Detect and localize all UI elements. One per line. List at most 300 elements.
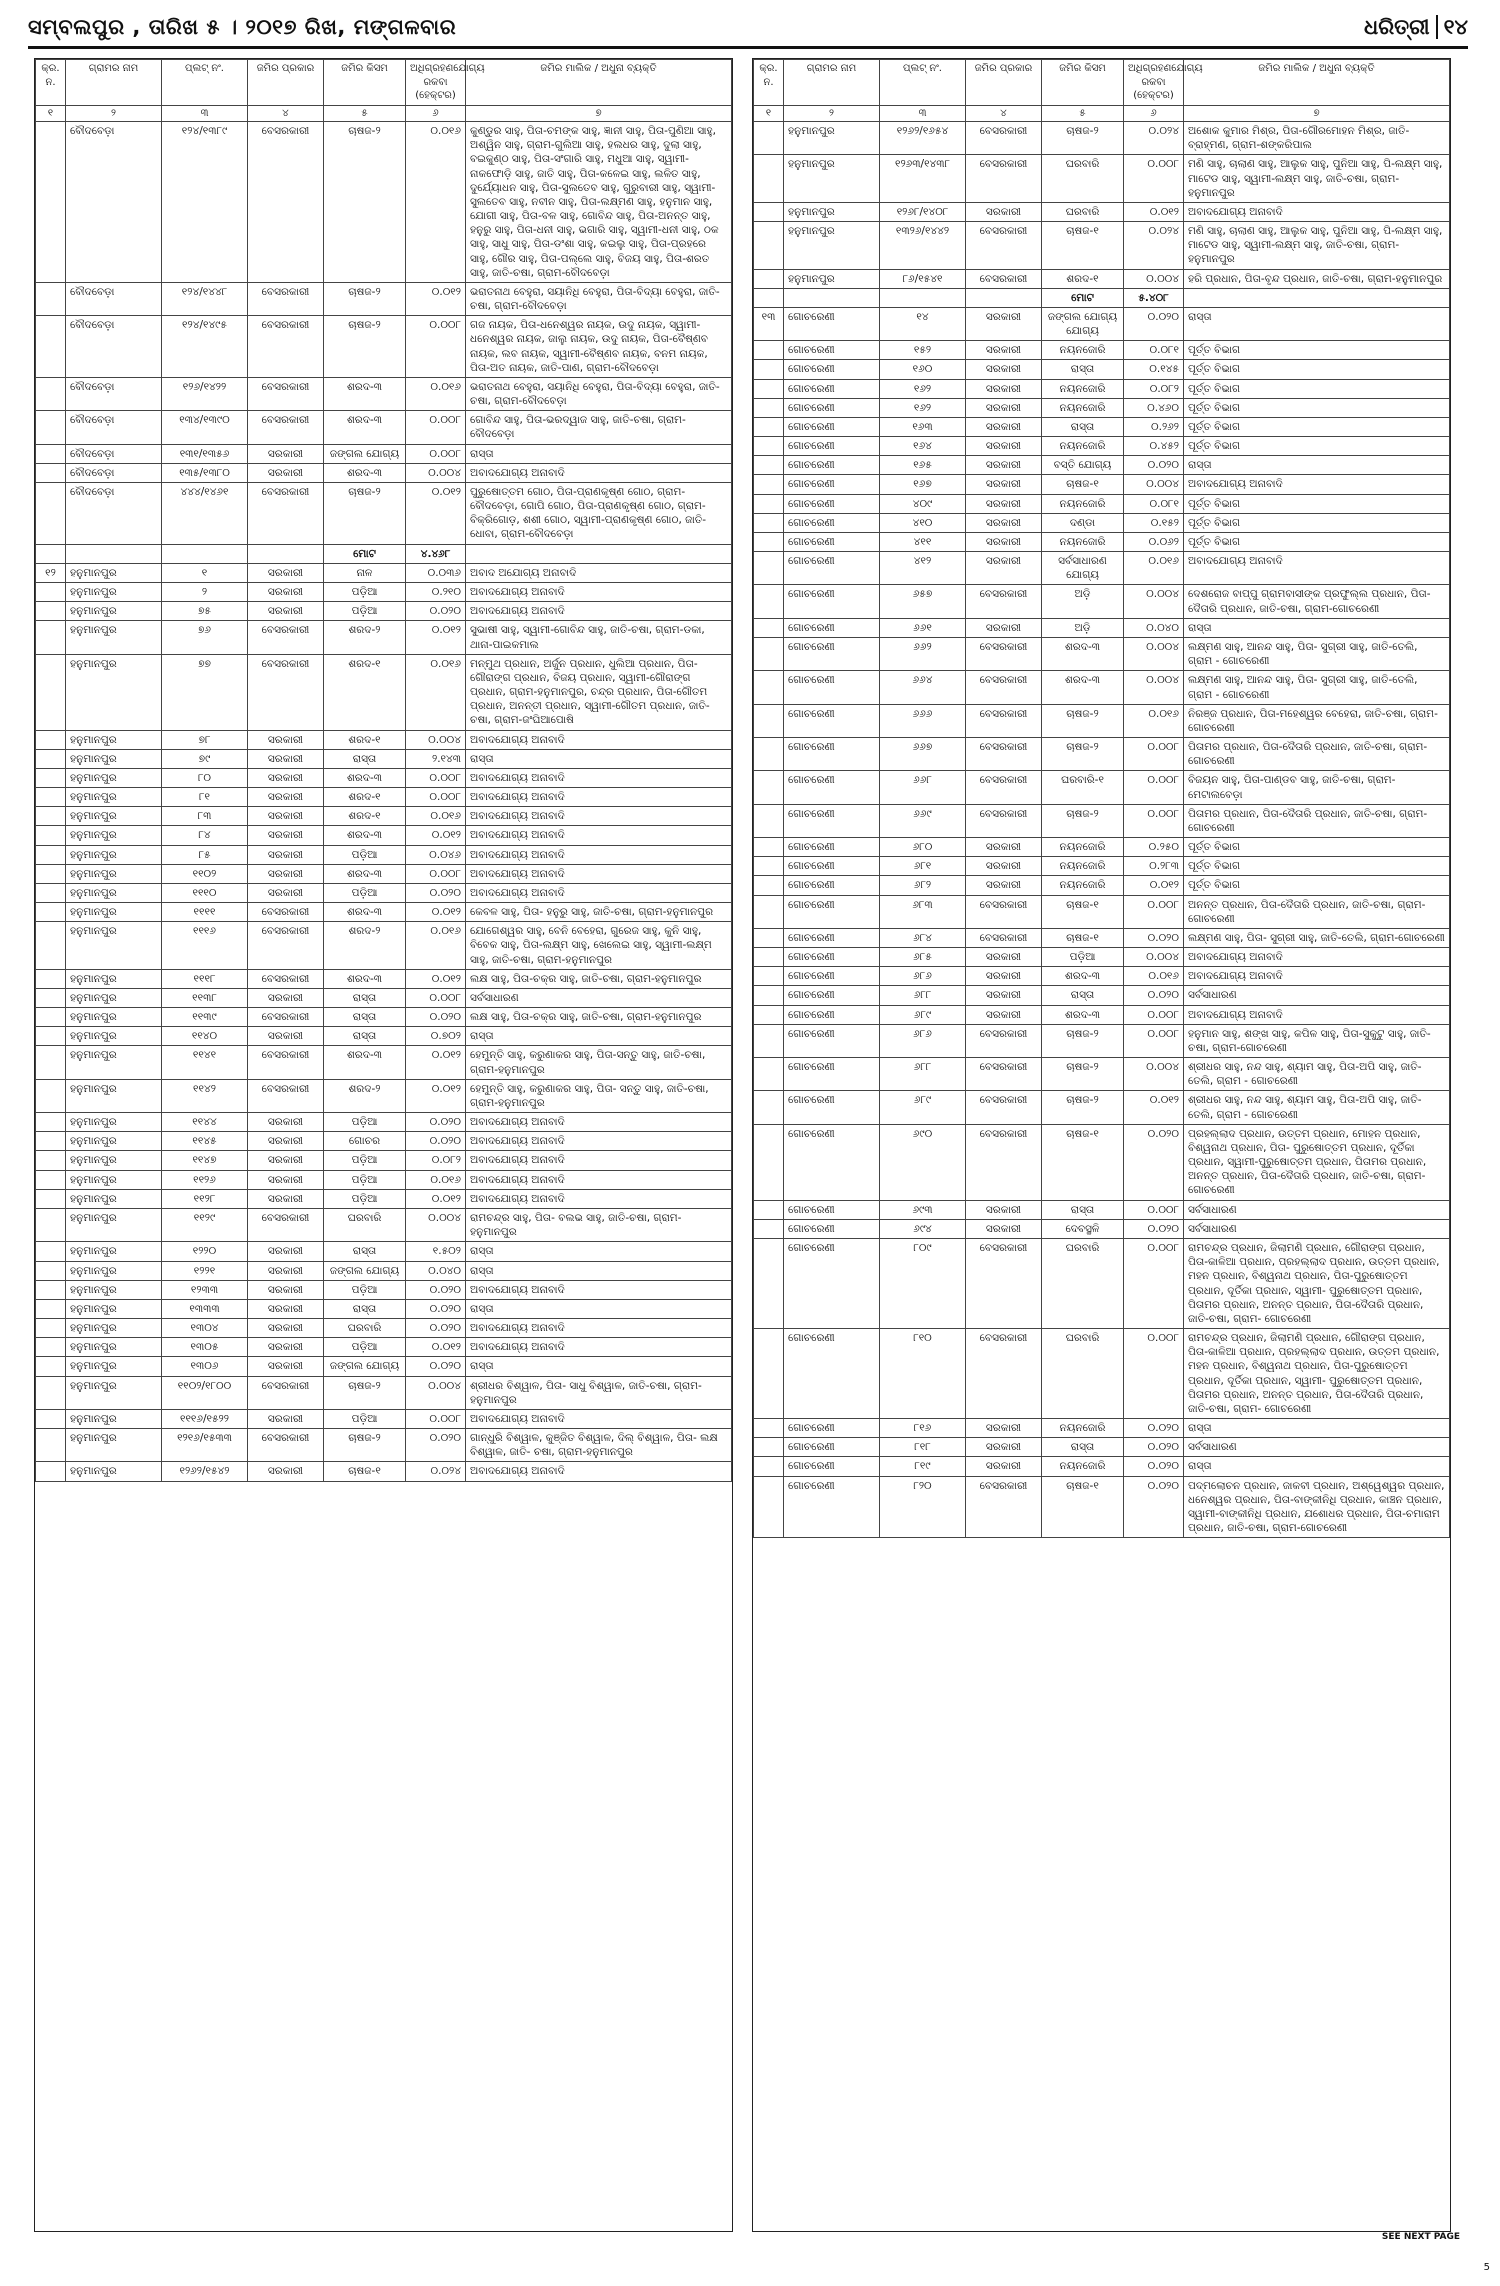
cell-plot: ୬୫୭ bbox=[880, 585, 966, 618]
cell-owner: ଅବାଦଯୋଗ୍ୟ ଅନାବାଦି bbox=[466, 807, 732, 826]
cell-type: ବେସରକାରୀ bbox=[966, 771, 1042, 804]
table-row bbox=[754, 671, 1450, 704]
cell-kism: ପଡ଼ିଆ bbox=[1042, 948, 1124, 967]
cell-kism: ନୟନଜୋରି bbox=[1042, 532, 1124, 551]
cell-type: ବେସରକାରୀ bbox=[966, 1329, 1042, 1419]
cell-village: ଗୋଚରେଣୀ bbox=[784, 928, 880, 947]
cell-plot: ୭୫ bbox=[162, 602, 248, 621]
column-header: ଜମିର ପ୍ରକାର bbox=[966, 60, 1042, 106]
column-number: ୩ bbox=[880, 105, 966, 122]
column-header: ଜମିର ମାଲିକ / ଅଧୁନା ବ୍ୟକ୍ତି bbox=[466, 60, 732, 106]
cell-sl bbox=[754, 1438, 784, 1457]
cell-plot: ୧୨୬୨/୧୫୪୨ bbox=[162, 1462, 248, 1481]
cell-type: ବେସରକାରୀ bbox=[248, 621, 324, 654]
cell-sl bbox=[754, 552, 784, 585]
cell-area: ୦.୦୦୮ bbox=[406, 444, 466, 463]
cell-type: ବେସରକାରୀ bbox=[248, 482, 324, 544]
cell-village: ଗୋଚରେଣୀ bbox=[784, 585, 880, 618]
cell-area: ୦.୦୧୬ bbox=[406, 807, 466, 826]
table-row bbox=[36, 988, 732, 1007]
cell-kism: ଶରଦ-୧ bbox=[324, 730, 406, 749]
cell-type: ସରକାରୀ bbox=[248, 730, 324, 749]
cell-sl bbox=[754, 202, 784, 221]
paper-name: ଧରିତ୍ରୀ bbox=[1363, 14, 1430, 39]
cell-owner: ମଣି ସାହୁ, ଚାଲାଣ ସାହୁ, ଆଲୁକ ସାହୁ, ପୁନିଆ ସାହୁ, ପି-ଲକ୍ଷ୍ମ ସାହୁ, ମାଟେଡ ସାହୁ, ସ୍ୱାମୀ-ଲକ୍ଷ୍ମ ସାହୁ, ଜାତି-ଚଷା, ଗ୍ରାମ-ହନୁମାନପୁର bbox=[1184, 155, 1450, 203]
cell-type: ସରକାରୀ bbox=[966, 876, 1042, 895]
table-row bbox=[754, 360, 1450, 379]
cell-owner: ସୁଭାଷୀ ସାହୁ, ସ୍ୱାମୀ-ଗୋବିନ୍ଦ ସାହୁ, ଜାତି-ଚଷା, ଗ୍ରାମ-ଡକା, ଥାନା-ପାଇକମାଲ bbox=[466, 621, 732, 654]
cell-owner: ଅବାଦଯୋଗ୍ୟ ଅନାବାଦି bbox=[466, 1280, 732, 1299]
cell-sl bbox=[36, 282, 66, 315]
cell-sl: ୧୨ bbox=[36, 563, 66, 582]
cell-type: ସରକାରୀ bbox=[248, 1189, 324, 1208]
table-row bbox=[754, 838, 1450, 857]
cell-plot: ୬୬୪ bbox=[880, 671, 966, 704]
cell-owner: ପୂର୍ତ୍ତ ବିଭାଗ bbox=[1184, 341, 1450, 360]
cell-type: ବେସରକାରୀ bbox=[966, 1024, 1042, 1057]
cell-village: ଗୋଚରେଣୀ bbox=[784, 552, 880, 585]
cell-sl bbox=[36, 1113, 66, 1132]
cell-area: ୦.୦୧୨ bbox=[406, 826, 466, 845]
cell-type: ସରକାରୀ bbox=[966, 202, 1042, 221]
cell-owner: ଗଜ ନାୟକ, ପିତା-ଧନେଶ୍ୱର ନାୟକ, ଉଦୁ ନାୟକ, ସ୍ୱାମୀ-ଧନେଶ୍ୱର ନାୟକ, ଜାଲୁ ନାୟକ, ଉଦୁ ନାୟକ, ପିତା-ବୈଷ୍ଣବ ନାୟକ, ଲବ ନାୟକ, ସ୍ୱାମୀ-ବୈଷ୍ଣବ ନାୟକ, ବନମ ନାୟକ, ପିତା-ଅତ ନାୟକ, ଜାତି-ପାଣ, ଗ୍ରାମ-ବୌଦବେଡ଼ା bbox=[466, 316, 732, 378]
table-row bbox=[754, 967, 1450, 986]
cell-kism: ଶରଦ-୩ bbox=[1042, 967, 1124, 986]
cell-area: ୦.୦୩୬ bbox=[406, 563, 466, 582]
cell-owner: ପୂର୍ତ୍ତ ବିଭାଗ bbox=[1184, 437, 1450, 456]
table-row bbox=[754, 1239, 1450, 1329]
table-row bbox=[36, 654, 732, 730]
column-header: ଜମିର ପ୍ରକାର bbox=[248, 60, 324, 106]
cell-owner: ରାମଚନ୍ଦ୍ର ସାହୁ, ପିତା- ବଲଭ ସାହୁ, ଜାତି-ଚଷା, ଗ୍ରାମ-ହନୁମାନପୁର bbox=[466, 1209, 732, 1242]
table-row bbox=[36, 1462, 732, 1481]
cell-plot: ୧୩୦୫ bbox=[162, 1338, 248, 1357]
cell-area: ୦.୦୦୮ bbox=[1124, 895, 1184, 928]
cell-plot: ୧ bbox=[162, 563, 248, 582]
cell-village: ବୌଦବେଡ଼ା bbox=[66, 377, 162, 410]
table-row bbox=[754, 341, 1450, 360]
cell-village: ହନୁମାନପୁର bbox=[66, 1261, 162, 1280]
cell-area: ୦.୦୦୮ bbox=[406, 1409, 466, 1428]
cell-area: ୦.୦୮୧ bbox=[1124, 494, 1184, 513]
masthead bbox=[28, 8, 1468, 49]
cell-village: ହନୁମାନପୁର bbox=[66, 1376, 162, 1409]
cell-sl bbox=[754, 269, 784, 288]
cell-owner: ପୂର୍ତ୍ତ ବିଭାଗ bbox=[1184, 838, 1450, 857]
cell-village: ହନୁମାନପୁର bbox=[66, 807, 162, 826]
cell-type: ବେସରକାରୀ bbox=[966, 1091, 1042, 1124]
cell-village: ଗୋଚରେଣୀ bbox=[784, 494, 880, 513]
cell-village: ବୌଦବେଡ଼ା bbox=[66, 463, 162, 482]
cell-sl bbox=[36, 444, 66, 463]
cell-owner: ପିତାମର ପ୍ରଧାନ, ପିତା-ଦୈତାରି ପ୍ରଧାନ, ଜାତି-ଚଷା, ଗ୍ରାମ-ଗୋଚରେଣୀ bbox=[1184, 804, 1450, 837]
cell-plot: ୪୦୯ bbox=[880, 494, 966, 513]
cell-type: ସରକାରୀ bbox=[966, 1457, 1042, 1476]
cell-kism: ରାସ୍ତା bbox=[324, 988, 406, 1007]
cell-plot: ୧୬୭ bbox=[880, 475, 966, 494]
cell-village: ହନୁମାନପୁର bbox=[66, 845, 162, 864]
cell-sl bbox=[36, 1189, 66, 1208]
table-row bbox=[36, 788, 732, 807]
cell-kism: ଘରବାରି bbox=[1042, 1329, 1124, 1419]
table-row bbox=[754, 804, 1450, 837]
cell-area: ୦.୦୧୬ bbox=[406, 1170, 466, 1189]
cell-type: ସରକାରୀ bbox=[248, 1357, 324, 1376]
cell-sl bbox=[36, 768, 66, 787]
table-row bbox=[36, 1376, 732, 1409]
column-header: ଗ୍ରାମର ନାମ bbox=[784, 60, 880, 106]
cell-plot: ୧୧୩୯ bbox=[162, 1008, 248, 1027]
cell-kism: ପଡ଼ିଆ bbox=[324, 1189, 406, 1208]
cell-plot: ୧୧୨୮ bbox=[162, 1189, 248, 1208]
cell-area: ୦.୦୨୦ bbox=[1124, 307, 1184, 340]
table-row bbox=[754, 876, 1450, 895]
cell-kism: ନୟନଜୋରି bbox=[1042, 876, 1124, 895]
cell-area: ୦.୦୧୨ bbox=[406, 969, 466, 988]
cell-owner: ଅବାଦଯୋଗ୍ୟ ଅନାବାଦି bbox=[466, 1170, 732, 1189]
cell-type: ସରକାରୀ bbox=[248, 788, 324, 807]
cell-sl bbox=[754, 618, 784, 637]
cell-village: ଗୋଚରେଣୀ bbox=[784, 876, 880, 895]
cell-kism: ଶରଦ-୩ bbox=[324, 463, 406, 482]
cell-area: ୪.୪୬୮ bbox=[406, 544, 466, 563]
cell-sl bbox=[754, 857, 784, 876]
table-row bbox=[754, 1476, 1450, 1538]
table-row bbox=[36, 1319, 732, 1338]
cell-sl bbox=[754, 838, 784, 857]
cell-sl bbox=[754, 1239, 784, 1329]
cell-plot: ୧୨୨୧ bbox=[162, 1261, 248, 1280]
cell-plot: ୧୧୧୬ bbox=[162, 922, 248, 970]
table-body-right bbox=[754, 122, 1450, 1538]
table-row bbox=[754, 155, 1450, 203]
cell-village: ବୌଦବେଡ଼ା bbox=[66, 411, 162, 444]
cell-sl bbox=[754, 379, 784, 398]
cell-plot: ୮୦ bbox=[162, 768, 248, 787]
cell-sl bbox=[36, 1261, 66, 1280]
cell-owner: ଅବାଦଯୋଗ୍ୟ ଅନାବାଦି bbox=[466, 1113, 732, 1132]
cell-village: ହନୁମାନପୁର bbox=[66, 864, 162, 883]
cell-kism: ପଡ଼ିଆ bbox=[324, 602, 406, 621]
cell-owner: ଅବାଦଯୋଗ୍ୟ ଅନାବାଦି bbox=[466, 730, 732, 749]
cell-kism: ଶରଦ-୩ bbox=[1042, 671, 1124, 704]
table-row bbox=[754, 202, 1450, 221]
cell-owner: ଅବାଦଯୋଗ୍ୟ ଅନାବାଦି bbox=[466, 1462, 732, 1481]
cell-plot: ୬୯୩ bbox=[880, 1200, 966, 1219]
column-header: ପ୍ଲଟ୍ ନଂ. bbox=[162, 60, 248, 106]
cell-type: ସରକାରୀ bbox=[248, 768, 324, 787]
cell-kism: ଘରବାରି bbox=[1042, 155, 1124, 203]
page-number-top: ୧୪ bbox=[1436, 15, 1468, 39]
cell-type: ସରକାରୀ bbox=[248, 826, 324, 845]
cell-kism: ଚାଷଜ-୧ bbox=[1042, 222, 1124, 270]
cell-area: ୦.୦୨୦ bbox=[1124, 1457, 1184, 1476]
table-row bbox=[754, 513, 1450, 532]
cell-owner: ପୂର୍ତ୍ତ ବିଭାଗ bbox=[1184, 513, 1450, 532]
cell-area: ୦.୦୦୮ bbox=[1124, 738, 1184, 771]
cell-plot: ୧୧୧୬/୧୫୨୨ bbox=[162, 1409, 248, 1428]
cell-owner: ରାମଚନ୍ଦ୍ର ପ୍ରଧାନ, ଜିଲାମଣି ପ୍ରଧାନ, ଗୌରାଙ୍ଗ ପ୍ରଧାନ, ପିତା-କାଳିଆ ପ୍ରଧାନ, ପ୍ରହଲ୍ଲାଦ ପ୍ରଧାନ, ଉତ୍ତମ ପ୍ରଧାନ, ମହନ ପ୍ରଧାନ, ବିଶ୍ୱନାଥ ପ୍ରଧାନ, ପିତା-ପୁରୁଷୋତ୍ତମ ପ୍ରଧାନ, ଦୂର୍ତିକା ପ୍ରଧାନ, ସ୍ୱାମୀ- ପୁରୁଷୋତ୍ତମ ପ୍ରଧାନ, ପିତାମର ପ୍ରଧାନ, ଅନନ୍ତ ପ୍ରଧାନ, ପିତା-ଦୈତାରି ପ୍ରଧାନ, ଜାତି-ଚଷା, ଗ୍ରାମ- ଗୋଚରେଣୀ bbox=[1184, 1239, 1450, 1329]
cell-kism: ଚାଷଜ-୨ bbox=[324, 482, 406, 544]
table-row bbox=[36, 1261, 732, 1280]
cell-plot: ୧୩୦୪ bbox=[162, 1319, 248, 1338]
cell-sl bbox=[754, 532, 784, 551]
cell-kism: ଶରଦ-୧ bbox=[324, 654, 406, 730]
table-row bbox=[754, 928, 1450, 947]
cell-owner: ପ୍ରହଲ୍ଲାଦ ପ୍ରଧାନ, ଉତ୍ତମ ପ୍ରଧାନ, ମୋହନ ପ୍ରଧାନ, ବିଶ୍ୱନାଥ ପ୍ରଧାନ, ପିତା- ପୁରୁଷୋତ୍ତମ ପ୍ରଧାନ, ଦୂର୍ତିକା ପ୍ରଧାନ, ସ୍ୱାମୀ-ପୁରୁଷୋତ୍ତମ ପ୍ରଧାନ, ପିତାମର ପ୍ରଧାନ, ଅନନ୍ତ ପ୍ରଧାନ, ପିତା-ଦୈତାରି ପ୍ରଧାନ, ଜାତି-ଚଷା, ଗ୍ରାମ-ଗୋଚରେଣୀ bbox=[1184, 1124, 1450, 1200]
table-row bbox=[754, 857, 1450, 876]
cell-area: ୦.୦୧୨ bbox=[406, 282, 466, 315]
cell-area: ୦.୦୦୮ bbox=[1124, 1200, 1184, 1219]
cell-owner: ପୁରୁଷୋତ୍ତମ ଗୋଠ, ପିତା-ପ୍ରାଣକୃଷ୍ଣ ଗୋଠ, ଗ୍ରାମ-ବୌଦବେଡ଼ା, ଗୋପି ଗୋଠ, ପିତା-ପ୍ରାଣକୃଷ୍ଣ ଗୋଠ, ଗ୍ରାମ-ବିକ୍ରିଗୋଡ଼, ଶଶୀ ଗୋଠ, ସ୍ୱାମୀ-ପ୍ରାଣକୃଷ୍ଣ ଗୋଠ, ଜାତି-ଧୋବା, ଗ୍ରାମ-ବୌଦବେଡ଼ା bbox=[466, 482, 732, 544]
cell-kism: ଜଙ୍ଗଲ ଯୋଗ୍ୟ bbox=[324, 1261, 406, 1280]
cell-area: ୦.୦୧୨ bbox=[1124, 1091, 1184, 1124]
cell-type: ସରକାରୀ bbox=[248, 1113, 324, 1132]
cell-kism: ଶରଦ-୩ bbox=[324, 864, 406, 883]
cell-type: ବେସରକାରୀ bbox=[248, 1429, 324, 1462]
cell-village: ଗୋଚରେଣୀ bbox=[784, 437, 880, 456]
cell-village: ଗୋଚରେଣୀ bbox=[784, 1124, 880, 1200]
cell-plot: ୧୬୫ bbox=[880, 456, 966, 475]
cell-plot: ୧୧୧୮ bbox=[162, 969, 248, 988]
cell-sl bbox=[754, 895, 784, 928]
cell-kism: ଶରଦ-୩ bbox=[324, 411, 406, 444]
cell-type: ବେସରକାରୀ bbox=[248, 1376, 324, 1409]
table-row bbox=[36, 1409, 732, 1428]
total-row bbox=[754, 288, 1450, 307]
cell-plot: ୮୪ bbox=[162, 826, 248, 845]
table-row bbox=[754, 895, 1450, 928]
column-header: ଅଧିଗ୍ରହଣଯୋଗ୍ୟ ରକବା (ହେକ୍ଟର) bbox=[406, 60, 466, 106]
table-row bbox=[36, 463, 732, 482]
cell-sl bbox=[754, 494, 784, 513]
cell-area: ୦.୦୧୨ bbox=[406, 621, 466, 654]
cell-type: ସରକାରୀ bbox=[248, 1261, 324, 1280]
cell-type: ସରକାରୀ bbox=[248, 1409, 324, 1428]
cell-plot bbox=[162, 544, 248, 563]
cell-village: ହନୁମାନପୁର bbox=[66, 1189, 162, 1208]
cell-owner: ଅବାଦଯୋଗ୍ୟ ଅନାବାଦି bbox=[466, 1151, 732, 1170]
cell-owner: ଅବାଦଯୋଗ୍ୟ ଅନାବାଦି bbox=[466, 1189, 732, 1208]
table-row bbox=[36, 1027, 732, 1046]
cell-plot: ୧୬୦ bbox=[880, 360, 966, 379]
cell-owner: ଅବାଦ ଅଯୋଗ୍ୟ ଅନାବାଦି bbox=[466, 563, 732, 582]
cell-sl bbox=[36, 1151, 66, 1170]
cell-kism: ଚାଷଜ-୧ bbox=[1042, 928, 1124, 947]
column-header: ଅଧିଗ୍ରହଣଯୋଗ୍ୟ ରକବା (ହେକ୍ଟର) bbox=[1124, 60, 1184, 106]
cell-type: ବେସରକାରୀ bbox=[248, 282, 324, 315]
cell-type: ସରକାରୀ bbox=[966, 417, 1042, 436]
cell-kism: ରାସ୍ତା bbox=[324, 1242, 406, 1261]
cell-village: ଗୋଚରେଣୀ bbox=[784, 1438, 880, 1457]
table-row bbox=[36, 845, 732, 864]
cell-owner: ଅବାଦଯୋଗ୍ୟ ଅନାବାଦି bbox=[466, 826, 732, 845]
cell-area: ୦.୦୧୬ bbox=[406, 122, 466, 283]
cell-plot: ୧୧୦୨ bbox=[162, 864, 248, 883]
cell-village: ହନୁମାନପୁର bbox=[66, 1409, 162, 1428]
cell-kism: ଶରଦ-୩ bbox=[324, 969, 406, 988]
cell-type: ସରକାରୀ bbox=[248, 864, 324, 883]
cell-village: ଗୋଚରେଣୀ bbox=[784, 1200, 880, 1219]
cell-village: ହନୁମାନପୁର bbox=[66, 1319, 162, 1338]
cell-plot: ୬୯୪ bbox=[880, 1219, 966, 1238]
cell-sl bbox=[754, 1024, 784, 1057]
cell-plot: ୧୩୧/୧୩୫୬ bbox=[162, 444, 248, 463]
cell-type: ବେସରକାରୀ bbox=[966, 738, 1042, 771]
cell-type: ସରକାରୀ bbox=[248, 883, 324, 902]
cell-area: ୦.୦୨୦ bbox=[1124, 1438, 1184, 1457]
cell-owner: ସର୍ବସାଧାରଣ bbox=[1184, 986, 1450, 1005]
cell-owner: ଗୋବିନ୍ଦ ସାହୁ, ପିତା-ଭରଦ୍ୱାଜ ସାହୁ, ଜାତି-ଚଷା, ଗ୍ରାମ-ବୌଦବେଡ଼ା bbox=[466, 411, 732, 444]
cell-sl bbox=[754, 804, 784, 837]
cell-plot: ୧୧୨୯ bbox=[162, 1209, 248, 1242]
cell-plot: ୧୨୪/୧୪୪୮ bbox=[162, 282, 248, 315]
cell-owner: ଅବାଦଯୋଗ୍ୟ ଅନାବାଦି bbox=[466, 1319, 732, 1338]
cell-area: ୦.୦୦୪ bbox=[406, 1209, 466, 1242]
cell-type: ସରକାରୀ bbox=[248, 749, 324, 768]
cell-sl bbox=[754, 876, 784, 895]
cell-sl bbox=[754, 637, 784, 670]
cell-sl bbox=[754, 437, 784, 456]
cell-sl bbox=[36, 883, 66, 902]
cell-owner: ସର୍ବସାଧାରଣ bbox=[466, 988, 732, 1007]
column-header: ଜମିର ମାଲିକ / ଅଧୁନା ବ୍ୟକ୍ତି bbox=[1184, 60, 1450, 106]
cell-kism: ଜଙ୍ଗଲ ଯୋଗ୍ୟ bbox=[324, 444, 406, 463]
cell-kism: ନୟନଜୋରି bbox=[1042, 398, 1124, 417]
cell-village: ହନୁମାନପୁର bbox=[66, 1462, 162, 1481]
cell-type bbox=[966, 288, 1042, 307]
cell-type: ସରକାରୀ bbox=[966, 532, 1042, 551]
cell-village: ଗୋଚରେଣୀ bbox=[784, 986, 880, 1005]
cell-sl bbox=[754, 288, 784, 307]
table-row bbox=[36, 749, 732, 768]
cell-village: ହନୁମାନପୁର bbox=[66, 1113, 162, 1132]
cell-area: ୦.୦୧୨ bbox=[406, 482, 466, 544]
cell-type: ସରକାରୀ bbox=[966, 494, 1042, 513]
cell-owner: ଭରାତନାଥ ବେହୁରା, ସୟାନିଧି ବେହୁରା, ପିତା-ବିଦ୍ୟା ବେହୁରା, ଜାତି-ଚଷା, ଗ୍ରାମ-ବୌଦବେଡ଼ା bbox=[466, 282, 732, 315]
cell-plot: ୧୧୧୦ bbox=[162, 883, 248, 902]
cell-village: ଗୋଚରେଣୀ bbox=[784, 307, 880, 340]
cell-plot: ୬୮୮ bbox=[880, 986, 966, 1005]
cell-area: ୦.୦୦୪ bbox=[1124, 948, 1184, 967]
cell-sl bbox=[754, 771, 784, 804]
cell-village: ହନୁମାନପୁର bbox=[784, 222, 880, 270]
cell-kism: ପଡ଼ିଆ bbox=[324, 1280, 406, 1299]
cell-plot: ୮୩ bbox=[162, 807, 248, 826]
cell-plot: ୬୮୩ bbox=[880, 895, 966, 928]
column-header: ପ୍ଲଟ୍ ନଂ. bbox=[880, 60, 966, 106]
cell-type: ବେସରକାରୀ bbox=[248, 1209, 324, 1242]
cell-plot: ୧୨୪/୧୪୯୫ bbox=[162, 316, 248, 378]
cell-type: ସରକାରୀ bbox=[966, 857, 1042, 876]
cell-owner: ରାମଚନ୍ଦ୍ର ପ୍ରଧାନ, ଜିଲାମଣି ପ୍ରଧାନ, ଗୌରାଙ୍ଗ ପ୍ରଧାନ, ପିତା-କାଳିଆ ପ୍ରଧାନ, ପ୍ରହଲ୍ଲାଦ ପ୍ରଧାନ, ଉତ୍ତମ ପ୍ରଧାନ, ମହନ ପ୍ରଧାନ, ବିଶ୍ୱନାଥ ପ୍ରଧାନ, ପିତା-ପୁରୁଷୋତ୍ତମ ପ୍ରଧାନ, ଦୂର୍ତିକା ପ୍ରଧାନ, ସ୍ୱାମୀ- ପୁରୁଷୋତ୍ତମ ପ୍ରଧାନ, ପିତାମର ପ୍ରଧାନ, ଅନନ୍ତ ପ୍ରଧାନ, ପିତା-ଦୈତାରି ପ୍ରଧାନ, ଜାତି-ଚଷା, ଗ୍ରାମ- ଗୋଚରେଣୀ bbox=[1184, 1329, 1450, 1419]
cell-area: ୦.୦୮୨ bbox=[406, 1151, 466, 1170]
cell-area: ୦.୧୫୨ bbox=[1124, 513, 1184, 532]
cell-village: ହନୁମାନପୁର bbox=[66, 749, 162, 768]
cell-owner: ଶ୍ରୀଧର ସାହୁ, ନନ୍ଦ ସାହୁ, ଶ୍ୟାମ ସାହୁ, ପିତା-ଅପି ସାହୁ, ଜାତି-ତେଲି, ଗ୍ରାମ - ଗୋଚରେଣୀ bbox=[1184, 1058, 1450, 1091]
cell-plot: ୬୮୮ bbox=[880, 1058, 966, 1091]
cell-area: ୦.୦୧୬ bbox=[1124, 704, 1184, 737]
cell-kism: ଶରଦ-୩ bbox=[324, 768, 406, 787]
cell-type: ସରକାରୀ bbox=[248, 1151, 324, 1170]
cell-village: ଗୋଚରେଣୀ bbox=[784, 341, 880, 360]
cell-village: ହନୁମାନପୁର bbox=[66, 826, 162, 845]
cell-village: ହନୁମାନପୁର bbox=[66, 788, 162, 807]
column-header: କ୍ର. ନ. bbox=[36, 60, 66, 106]
cell-area: ୦.୦୦୮ bbox=[1124, 1005, 1184, 1024]
cell-village: ହନୁମାନପୁର bbox=[66, 1338, 162, 1357]
table-row bbox=[754, 122, 1450, 155]
cell-sl bbox=[754, 1058, 784, 1091]
cell-plot: ୧୨୩୩ bbox=[162, 1280, 248, 1299]
cell-kism: ଘରବାରି bbox=[1042, 202, 1124, 221]
cell-kism: ରାସ୍ତା bbox=[1042, 360, 1124, 379]
cell-sl bbox=[36, 377, 66, 410]
cell-owner: ଅଶୋକ କୁମାର ମିଶ୍ର, ପିତା-ଗୌରମୋହନ ମିଶ୍ର, ଜାତି-ବ୍ରାହ୍ମଣ, ଗ୍ରାମ-ଶଙ୍କରିପାଲ bbox=[1184, 122, 1450, 155]
cell-sl bbox=[754, 513, 784, 532]
cell-kism: ଚାଷଜ-୨ bbox=[1042, 122, 1124, 155]
cell-sl bbox=[754, 704, 784, 737]
cell-area: ୧.୫୦୨ bbox=[406, 1242, 466, 1261]
cell-owner: ଅନନ୍ତ ପ୍ରଧାନ, ପିତା-ଦୈତାରି ପ୍ରଧାନ, ଜାତି-ଚଷା, ଗ୍ରାମ-ଗୋଚରେଣୀ bbox=[1184, 895, 1450, 928]
cell-plot bbox=[880, 288, 966, 307]
cell-sl bbox=[36, 845, 66, 864]
cell-area: ୦.୦୧୬ bbox=[1124, 552, 1184, 585]
cell-village: ହନୁମାନପୁର bbox=[66, 1046, 162, 1079]
cell-type: ବେସରକାରୀ bbox=[248, 1079, 324, 1112]
cell-owner: ପଦ୍ମଲୋଚନ ପ୍ରଧାନ, ଜାକବୀ ପ୍ରଧାନ, ଅଶ୍ୱେଶ୍ୱର ପ୍ରଧାନ, ଧନେଶ୍ୱର ପ୍ରଧାନ, ପିତା-ବାଙ୍କୀନିଧି ପ୍ରଧାନ, କାଞ୍ଚନ ପ୍ରଧାନ, ସ୍ୱାମୀ-ବାଙ୍କୀନିଧି ପ୍ରଧାନ, ଯଶୋଧର ପ୍ରଧାନ, ପିତା-ଚମାରାମ ପ୍ରଧାନ, ଜାତି-ଚଷା, ଗ୍ରାମ-ଗୋଚରେଣୀ bbox=[1184, 1476, 1450, 1538]
cell-owner: ଅବାଦଯୋଗ୍ୟ ଅନାବାଦି bbox=[466, 788, 732, 807]
cell-area: ୦.୦୨୦ bbox=[406, 1319, 466, 1338]
cell-owner: ଅବାଦଯୋଗ୍ୟ ଅନାବାଦି bbox=[466, 582, 732, 601]
cell-village: ଗୋଚରେଣୀ bbox=[784, 1419, 880, 1438]
cell-sl bbox=[36, 1079, 66, 1112]
cell-sl bbox=[754, 1091, 784, 1124]
table-row bbox=[754, 1419, 1450, 1438]
cell-owner: ରାସ୍ତା bbox=[466, 1242, 732, 1261]
column-number: ୫ bbox=[324, 105, 406, 122]
cell-area: ୦.୦୨୦ bbox=[406, 1299, 466, 1318]
cell-owner: ରାସ୍ତା bbox=[466, 444, 732, 463]
cell-plot: ୭୯ bbox=[162, 749, 248, 768]
cell-kism: ସର୍ବସାଧାରଣ ଯୋଗ୍ୟ bbox=[1042, 552, 1124, 585]
table-row bbox=[36, 1151, 732, 1170]
cell-owner: ରାସ୍ତା bbox=[466, 1027, 732, 1046]
cell-village: ହନୁମାନପୁର bbox=[66, 1132, 162, 1151]
cell-village: ହନୁମାନପୁର bbox=[66, 730, 162, 749]
cell-owner: ହେମୁନ୍ତି ସାହୁ, କରୁଣାକର ସାହୁ, ପିତା-ସନ୍ତୁ ସାହୁ, ଜାତି-ଚଷା, ଗ୍ରାମ-ହନୁମାନପୁର bbox=[466, 1046, 732, 1079]
cell-village: ଗୋଚରେଣୀ bbox=[784, 417, 880, 436]
cell-type: ସରକାରୀ bbox=[966, 986, 1042, 1005]
cell-type: ସରକାରୀ bbox=[248, 563, 324, 582]
cell-type: ସରକାରୀ bbox=[248, 1462, 324, 1481]
cell-type: ବେସରକାରୀ bbox=[966, 1058, 1042, 1091]
cell-sl bbox=[36, 411, 66, 444]
cell-owner: ପୂର୍ତ୍ତ ବିଭାଗ bbox=[1184, 398, 1450, 417]
table-row bbox=[36, 444, 732, 463]
cell-type: ସରକାରୀ bbox=[966, 456, 1042, 475]
cell-village: ବୌଦବେଡ଼ା bbox=[66, 316, 162, 378]
cell-kism: ଚାଷଜ-୨ bbox=[324, 316, 406, 378]
cell-sl bbox=[754, 948, 784, 967]
table-row bbox=[36, 922, 732, 970]
cell-sl bbox=[36, 1462, 66, 1481]
cell-kism: ପଡ଼ିଆ bbox=[324, 1170, 406, 1189]
cell-village: ହନୁମାନପୁର bbox=[784, 155, 880, 203]
cell-plot: ୬୮୨ bbox=[880, 876, 966, 895]
cell-sl bbox=[36, 807, 66, 826]
cell-type: ବେସରକାରୀ bbox=[966, 222, 1042, 270]
